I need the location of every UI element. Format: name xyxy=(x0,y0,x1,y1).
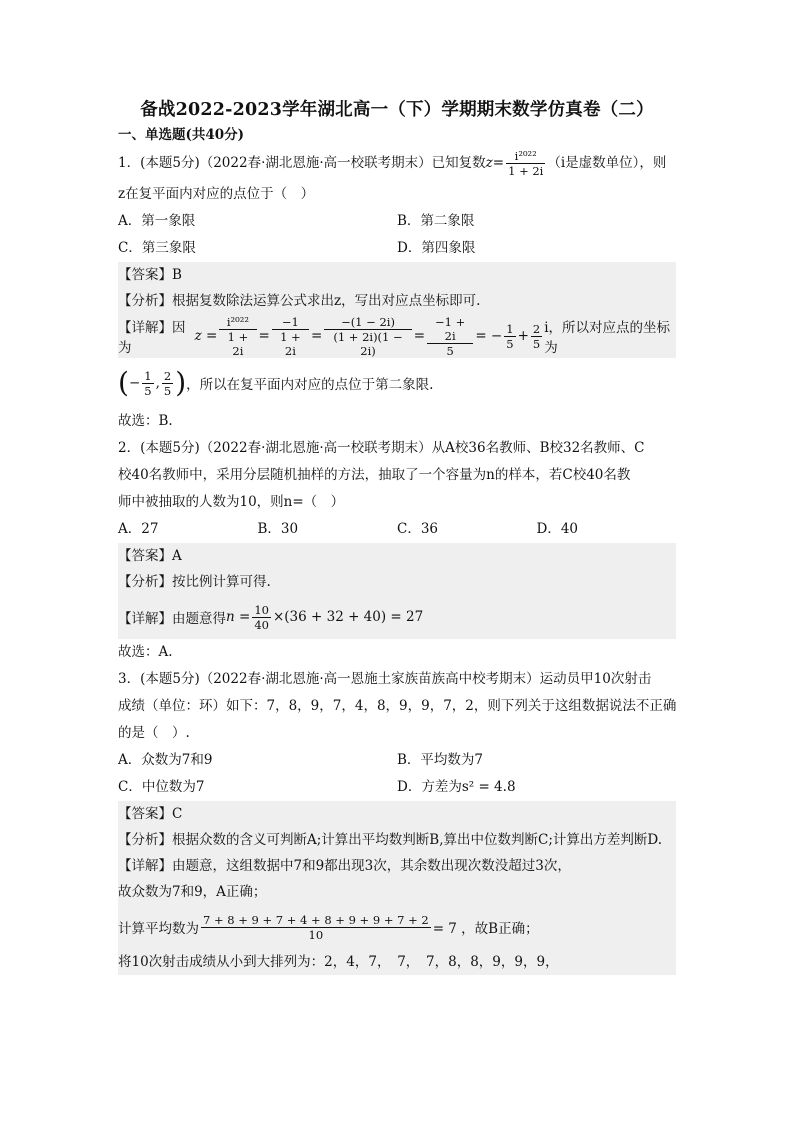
q2-detail: 【详解】由题意得 n = $\frac{10}{40}$ ×(36 + 32 + 40) = 27 xyxy=(118,602,424,632)
q3-stem-line2: 成绩（单位：环）如下：7，8，9，7，4，8，9，9，7，2，则下列关于这组数据说法不正确 xyxy=(118,698,677,714)
q2-choose: 故选：A. xyxy=(118,644,173,660)
exam-page xyxy=(118,96,676,975)
q1-option-b[interactable]: B．第二象限 xyxy=(397,213,475,229)
q2-solution xyxy=(118,543,676,639)
q1-options-row1 xyxy=(118,208,676,235)
q1-point: ( − $\frac{1}{5}$ , $\frac{2}{5}$ ) ，所以在复平面内对应的点位于第二象限. xyxy=(118,366,434,399)
q3-option-c[interactable]: C．中位数为7 xyxy=(118,779,205,795)
q2-stem-line2: 校40名教师中，采用分层随机抽样的方法，抽取了一个容量为n的样本，若C校40名教 xyxy=(118,467,631,483)
q1-choose: 故选：B. xyxy=(118,413,173,429)
q1-fraction: $\frac{\text{i²⁰²²}}{1 + 2i}$ xyxy=(508,149,544,178)
q1-answer: 【答案】B xyxy=(118,267,182,283)
q2-analysis: 【分析】按比例计算可得. xyxy=(118,574,271,590)
q3-detail1: 【详解】由题意，这组数据中7和9都出现3次，其余数出现次数没超过3次， xyxy=(118,858,571,874)
q1-stem: 1．(本题5分)（2022春·湖北恩施·高一校联考期末）已知复数z= $\frac{\text{i²⁰²²}}{1 + 2i}$ （i是虚数单位），则 xyxy=(118,149,667,178)
q2-stem-line1: 2．(本题5分)（2022春·湖北恩施·高一校联考期末）从A校36名教师、B校32名教师、C xyxy=(118,440,645,456)
q1-analysis: 【分析】根据复数除法运算公式求出z，写出对应点坐标即可. xyxy=(118,293,481,309)
q1-stem-cont: z在复平面内对应的点位于（ ） xyxy=(118,186,315,202)
q1-solution xyxy=(118,262,676,358)
q2-stem-line3: 师中被抽取的人数为10，则n=（ ） xyxy=(118,494,345,510)
q3-answer: 【答案】C xyxy=(118,806,183,822)
q3-options-row2 xyxy=(118,774,676,801)
q2-answer: 【答案】A xyxy=(118,548,182,564)
q2-option-b[interactable]: B．30 xyxy=(257,521,299,537)
q3-detail3: 将10次射击成绩从小到大排列为：2，4，7， 7， 7，8，8，9，9，9， xyxy=(118,954,559,970)
q3-detail2: 故众数为7和9，A正确； xyxy=(118,884,267,900)
q3-options-row1 xyxy=(118,747,676,774)
q3-stem-line1: 3．(本题5分)（2022春·湖北恩施·高一恩施土家族苗族高中校考期末）运动员甲10次射击 xyxy=(118,671,652,687)
q1-option-d[interactable]: D．第四象限 xyxy=(397,240,476,256)
q3-average: 计算平均数为 $\frac{7 + 8 + 9 + 7 + 4 + 8 + 9 + 9 + 7 + 2}{10}$ = 7 ，故B正确； xyxy=(118,912,539,942)
q1-detail: 【详解】因为 z = $\frac{\text{i²⁰²²}}{1 + 2i}$ = $\frac{-1}{1 + 2i}$ = $\frac{-(1 - 2i)}{(1 + 2i)(1 - 2i)}$ = $\frac{-1 + 2i}{5}$ = − $\frac{1}{5}$ + $\frac{2}{5}$ i，所以对应点的坐标为 xyxy=(118,314,671,358)
q3-stem-line3: 的是（ ）. xyxy=(118,725,190,741)
q1-option-c[interactable]: C．第三象限 xyxy=(118,240,196,256)
q2-option-a[interactable]: A．27 xyxy=(118,521,159,537)
page-title: 备战2022-2023学年湖北高一（下）学期期末数学仿真卷（二） xyxy=(140,100,654,120)
q3-solution xyxy=(118,801,676,975)
q3-option-b[interactable]: B．平均数为7 xyxy=(397,752,484,768)
q1-option-a[interactable]: A．第一象限 xyxy=(118,213,196,229)
q2-option-c[interactable]: C．36 xyxy=(397,521,439,537)
q1-options-row2 xyxy=(118,235,676,262)
q2-option-d[interactable]: D．40 xyxy=(536,521,579,537)
q3-option-a[interactable]: A．众数为7和9 xyxy=(118,752,213,768)
q3-option-d[interactable]: D．方差为s² = 4.8 xyxy=(397,779,516,795)
section-heading: 一、单选题(共40分) xyxy=(118,127,245,143)
q3-analysis: 【分析】根据众数的含义可判断A;计算出平均数判断B,算出中位数判断C;计算出方差判断D. xyxy=(118,832,663,848)
q2-options xyxy=(118,516,676,543)
